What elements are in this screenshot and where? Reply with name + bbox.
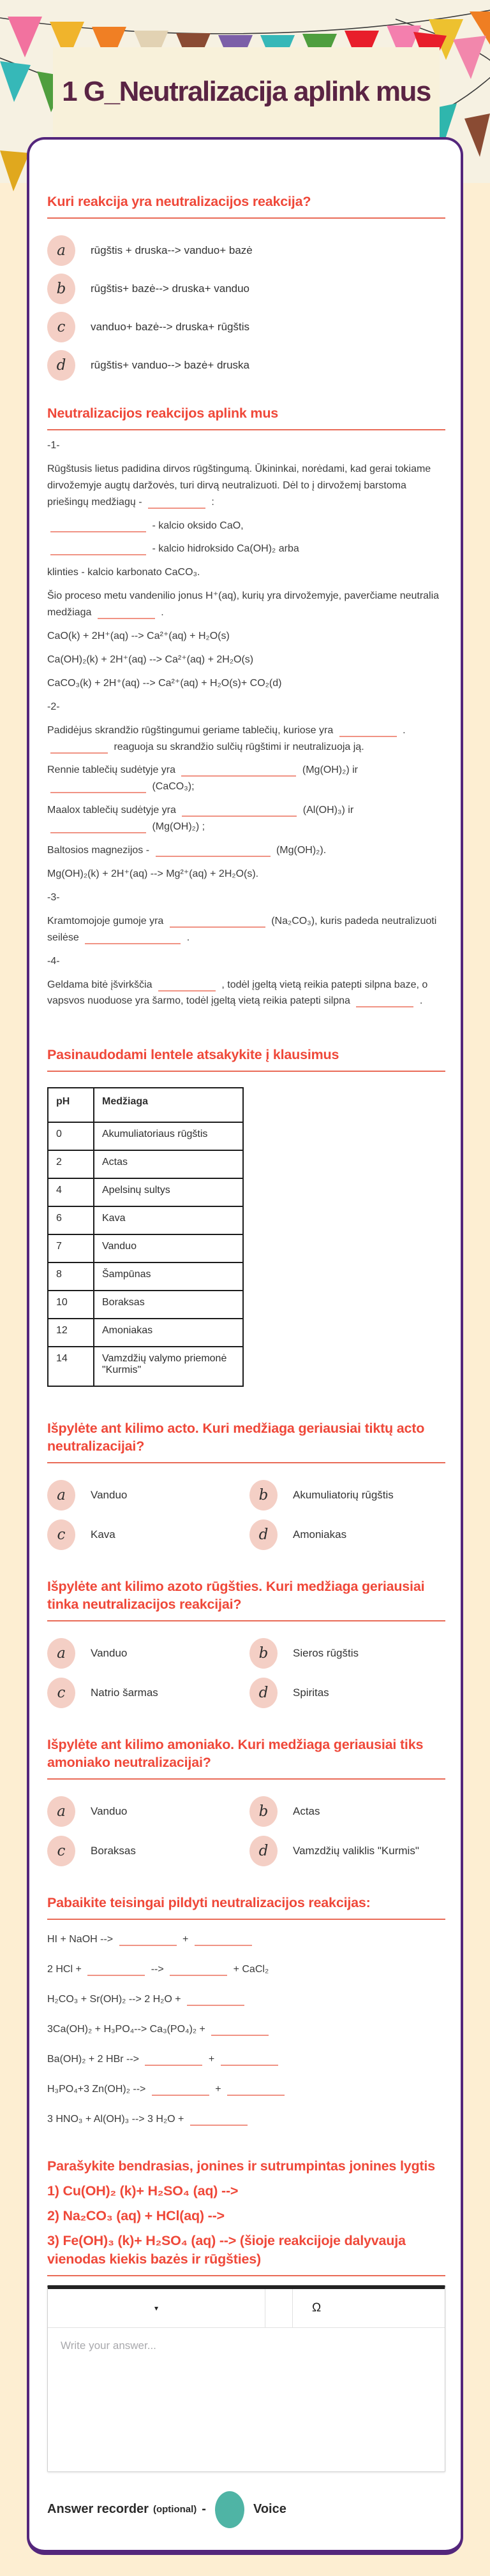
- paragraph: Kramtomojoje gumoje yra (Na₂CO₃), kuris padeda neutralizuoti seilėse .: [47, 915, 437, 943]
- part-label: -2-: [47, 701, 60, 712]
- column-header-medziaga: Medžiaga: [94, 1088, 243, 1122]
- ph-table: [47, 1087, 244, 1387]
- answer-blank[interactable]: [356, 996, 413, 1008]
- question-3-options: [47, 1638, 445, 1708]
- fill-equations-block: [47, 1894, 445, 2130]
- voice-label: Voice: [253, 2502, 286, 2517]
- chem-equation-with-blanks: H₂CO₃ + Sr(OH)₂ --> 2 H₂O +: [47, 1989, 445, 2010]
- table-header-row: [48, 1088, 243, 1122]
- chem-equation-with-blanks: HI + NaOH --> +: [47, 1929, 445, 1950]
- substance-cell: Apelsinų sultys: [94, 1178, 243, 1206]
- answer-blank[interactable]: [50, 544, 146, 556]
- question-2-options: [47, 1480, 445, 1550]
- answer-option[interactable]: [47, 1796, 243, 1827]
- ph-value-cell: 6: [48, 1206, 94, 1234]
- answer-option[interactable]: [249, 1836, 445, 1866]
- option-label: Boraksas: [91, 1844, 136, 1857]
- chevron-down-icon: ▾: [154, 2303, 159, 2313]
- option-letter-badge: b: [249, 1480, 278, 1511]
- answer-option[interactable]: [47, 235, 445, 266]
- answer-blank[interactable]: [195, 1934, 252, 1946]
- answer-option[interactable]: [249, 1796, 445, 1827]
- substance-cell: Akumuliatoriaus rūgštis: [94, 1122, 243, 1150]
- paragraph: Geldama bitė įšvirkščia , todėl įgeltą vietą reikia patepti silpna baze, o vapsvos nuoduose yra šarmo, todėl įgeltą vietą reikia patepti silpna .: [47, 979, 428, 1007]
- ph-value-cell: 12: [48, 1319, 94, 1347]
- heading-underline: [47, 1071, 445, 1072]
- table-row: [48, 1291, 243, 1319]
- chem-equation: Mg(OH)₂(k) + 2H⁺(aq) --> Mg²⁺(aq) + 2H₂O(s).: [47, 868, 259, 879]
- option-label: Actas: [293, 1804, 320, 1817]
- answer-option[interactable]: [47, 1480, 243, 1511]
- paragraph: Padidėjus skrandžio rūgštingumui geriame tablečių, kuriose yra . reaguoja su skrandžio sulčių rūgštimi ir neutralizuoja ją.: [47, 724, 406, 752]
- substance-cell: Boraksas: [94, 1291, 243, 1319]
- table-heading: Pasinaudodami lentele atsakykite į klausimus: [47, 1047, 339, 1063]
- answer-blank[interactable]: [152, 2084, 209, 2096]
- option-label: Natrio šarmas: [91, 1687, 158, 1699]
- page-title: 1 G_Neutralizacija aplink mus: [62, 76, 431, 108]
- answer-blank[interactable]: [50, 742, 108, 754]
- option-letter-badge: c: [47, 312, 75, 342]
- chem-equation-with-blanks: H₃PO₄+3 Zn(OH)₂ --> +: [47, 2079, 445, 2100]
- answer-option[interactable]: [47, 274, 445, 304]
- table-row: [48, 1347, 243, 1386]
- option-letter-badge: c: [47, 1678, 75, 1708]
- answer-blank[interactable]: [119, 1934, 177, 1946]
- option-letter-badge: a: [47, 235, 75, 266]
- part-label: -3-: [47, 891, 60, 903]
- answer-input[interactable]: [48, 2328, 445, 2471]
- option-letter-badge: b: [249, 1638, 278, 1669]
- question-3-block: [47, 1578, 445, 1708]
- answer-blank[interactable]: [187, 1994, 244, 2006]
- toolbar-spacer: [265, 2289, 292, 2327]
- heading-underline: [47, 2275, 445, 2276]
- answer-recorder-row: [47, 2491, 445, 2528]
- worksheet-card: [27, 137, 463, 2555]
- answer-blank[interactable]: [156, 845, 271, 857]
- red-equation-3: 3) Fe(OH)₃ (k)+ H₂SO₄ (aq) --> (šioje reakcijoje dalyvauja vienodas kiekis bazės ir rūgšties): [47, 2232, 406, 2267]
- text-line: klinties - kalcio karbonato CaCO₃.: [47, 567, 200, 578]
- ph-value-cell: 7: [48, 1234, 94, 1262]
- option-label: Vanduo: [91, 1489, 128, 1502]
- question-3-heading: Išpylėte ant kilimo azoto rūgšties. Kuri medžiaga geriausiai tinka neutralizacijos reakcijai?: [47, 1579, 425, 1613]
- substance-cell: Amoniakas: [94, 1319, 243, 1347]
- substance-cell: Vamzdžių valymo priemonė "Kurmis": [94, 1347, 243, 1386]
- question-4-heading: Išpylėte ant kilimo amoniako. Kuri medžiaga geriausiai tiks amoniako neutralizacijai?: [47, 1737, 424, 1770]
- recorder-optional-label: (optional): [152, 2504, 197, 2515]
- table-row: [48, 1319, 243, 1347]
- option-letter-badge: a: [47, 1638, 75, 1669]
- chem-equation-with-blanks: 3 HNO₃ + Al(OH)₃ --> 3 H₂O +: [47, 2109, 445, 2130]
- option-label: Amoniakas: [293, 1528, 347, 1541]
- ph-value-cell: 2: [48, 1150, 94, 1178]
- option-letter-badge: c: [47, 1519, 75, 1550]
- chem-equation-with-blanks: 2 HCl + --> + CaCl₂: [47, 1963, 269, 1975]
- answer-blank[interactable]: [221, 2054, 278, 2066]
- substance-cell: Šampūnas: [94, 1262, 243, 1291]
- option-label: Vamzdžių valiklis "Kurmis": [293, 1844, 419, 1857]
- column-header-ph: pH: [48, 1088, 94, 1122]
- option-label: Akumuliatorių rūgštis: [293, 1489, 394, 1502]
- fill-line: - kalcio oksido CaO,: [47, 518, 445, 534]
- part-label: -4-: [47, 955, 60, 967]
- option-letter-badge: b: [249, 1796, 278, 1827]
- red-equation-2: 2) Na₂CO₃ (aq) + HCl(aq) -->: [47, 2207, 225, 2223]
- answer-blank[interactable]: [50, 520, 146, 532]
- reading-section: [47, 405, 445, 1009]
- question-2-block: [47, 1420, 445, 1550]
- answer-blank[interactable]: [227, 2084, 285, 2096]
- answer-option[interactable]: [249, 1480, 445, 1511]
- heading-underline: [47, 429, 445, 430]
- option-label: Sieros rūgštis: [293, 1647, 359, 1660]
- option-label: rūgštis+ vanduo--> bazė+ druska: [91, 358, 250, 371]
- option-label: vanduo+ bazė--> druska+ rūgštis: [91, 320, 250, 333]
- fill-line: Rennie tablečių sudėtyje yra (Mg(OH)₂) ir (CaCO₃);: [47, 765, 358, 793]
- recorder-dash: -: [202, 2502, 206, 2517]
- option-letter-badge: d: [249, 1519, 278, 1550]
- answer-blank[interactable]: [158, 979, 216, 992]
- option-letter-badge: a: [47, 1480, 75, 1511]
- ph-value-cell: 14: [48, 1347, 94, 1386]
- answer-option[interactable]: [47, 1836, 243, 1866]
- table-row: [48, 1150, 243, 1178]
- answer-option[interactable]: [249, 1678, 445, 1708]
- table-row: [48, 1122, 243, 1150]
- chem-equation: Ca(OH)₂(k) + 2H⁺(aq) --> Ca²⁺(aq) + 2H₂O(s): [47, 654, 254, 665]
- answer-blank[interactable]: [85, 932, 181, 944]
- heading-underline: [47, 1778, 445, 1780]
- option-label: rūgštis + druska--> vanduo+ bazė: [91, 244, 253, 256]
- write-heading: Parašykite bendrasias, jonines ir sutrumpintas jonines lygtis: [47, 2158, 435, 2174]
- answer-option[interactable]: [47, 1678, 243, 1708]
- fill-equations-heading: Pabaikite teisingai pildyti neutralizacijos reakcijas:: [47, 1894, 371, 1910]
- option-label: rūgštis+ bazė--> druska+ vanduo: [91, 282, 250, 295]
- chem-equation: CaO(k) + 2H⁺(aq) --> Ca²⁺(aq) + H₂O(s): [47, 631, 230, 642]
- option-label: Vanduo: [91, 1647, 128, 1660]
- heading-underline: [47, 217, 445, 219]
- option-letter-badge: d: [249, 1678, 278, 1708]
- option-letter-badge: c: [47, 1836, 75, 1866]
- ph-value-cell: 8: [48, 1262, 94, 1291]
- question-1-block: [47, 193, 445, 381]
- answer-option[interactable]: [47, 1519, 243, 1550]
- ph-value-cell: 4: [48, 1178, 94, 1206]
- option-letter-badge: a: [47, 1796, 75, 1827]
- option-letter-badge: d: [249, 1836, 278, 1866]
- reading-heading: Neutralizacijos reakcijos aplink mus: [47, 405, 279, 421]
- heading-underline: [47, 1919, 445, 1920]
- answer-blank[interactable]: [50, 782, 146, 794]
- option-letter-badge: d: [47, 350, 75, 381]
- question-1-options: [47, 235, 445, 381]
- toolbar-right: [293, 2289, 445, 2327]
- answer-blank[interactable]: [170, 1964, 227, 1976]
- answer-blank[interactable]: [170, 916, 265, 928]
- question-4-options: [47, 1796, 445, 1866]
- question-4-block: [47, 1736, 445, 1866]
- fill-line: Maalox tablečių sudėtyje yra (Al(OH)₃) ir (Mg(OH)₂) ;: [47, 805, 354, 833]
- fill-line: - kalcio hidroksido Ca(OH)₂ arba: [47, 541, 445, 557]
- option-label: Spiritas: [293, 1687, 329, 1699]
- fill-equations-list: [47, 1929, 445, 2130]
- heading-underline: [47, 1620, 445, 1621]
- substance-cell: Kava: [94, 1206, 243, 1234]
- table-row: [48, 1206, 243, 1234]
- paragraph: Rūgštusis lietus padidina dirvos rūgštingumą. Ūkininkai, norėdami, kad gerai tokiame dirvožemyje augtų daržovės, turi dirvą neutralizuoti. Dėl to į dirvožemį barstoma priešingų medžiagų - :: [47, 463, 431, 508]
- format-dropdown[interactable]: [48, 2289, 265, 2327]
- ph-value-cell: 10: [48, 1291, 94, 1319]
- part-label: -1-: [47, 439, 60, 451]
- paragraph: Šio proceso metu vandenilio jonus H⁺(aq), kurių yra dirvožemyje, paverčiame neutralia medžiaga .: [47, 590, 440, 618]
- table-row: [48, 1178, 243, 1206]
- option-letter-badge: b: [47, 274, 75, 304]
- answer-option[interactable]: [249, 1638, 445, 1669]
- answer-blank[interactable]: [145, 2054, 202, 2066]
- answer-option[interactable]: [249, 1519, 445, 1550]
- substance-cell: Actas: [94, 1150, 243, 1178]
- table-row: [48, 1234, 243, 1262]
- answer-option[interactable]: [47, 1638, 243, 1669]
- question-1-heading: Kuri reakcija yra neutralizacijos reakcija?: [47, 194, 311, 209]
- chem-equation-with-blanks: 3Ca(OH)₂ + H₃PO₄--> Ca₃(PO₄)₂ +: [47, 2019, 445, 2040]
- answer-blank[interactable]: [181, 765, 296, 777]
- write-answer-block: [47, 2158, 445, 2528]
- option-label: Vanduo: [91, 1804, 128, 1817]
- substance-cell: Vanduo: [94, 1234, 243, 1262]
- option-label: Kava: [91, 1528, 115, 1541]
- fill-line: Baltosios magnezijos - (Mg(OH)₂).: [47, 845, 327, 856]
- answer-blank[interactable]: [339, 725, 397, 737]
- ph-table-section: [47, 1046, 445, 1387]
- question-2-heading: Išpylėte ant kilimo acto. Kuri medžiaga geriausiai tiktų acto neutralizacijai?: [47, 1421, 425, 1454]
- table-row: [48, 1262, 243, 1291]
- answer-blank[interactable]: [50, 821, 146, 833]
- answer-blank[interactable]: [211, 2024, 269, 2036]
- heading-underline: [47, 1462, 445, 1463]
- ph-value-cell: 0: [48, 1122, 94, 1150]
- answer-blank[interactable]: [87, 1964, 145, 1976]
- answer-option[interactable]: [47, 350, 445, 381]
- red-equation-1: 1) Cu(OH)₂ (k)+ H₂SO₄ (aq) -->: [47, 2183, 239, 2199]
- recorder-label: Answer recorder: [47, 2502, 149, 2517]
- voice-record-button[interactable]: [215, 2491, 244, 2528]
- answer-blank[interactable]: [98, 607, 155, 619]
- title-banner: [53, 47, 440, 137]
- answer-editor: [47, 2285, 445, 2472]
- chem-equation-with-blanks: Ba(OH)₂ + 2 HBr --> +: [47, 2049, 445, 2070]
- chem-equation: CaCO₃(k) + 2H⁺(aq) --> Ca²⁺(aq) + H₂O(s)+ CO₂(d): [47, 677, 282, 689]
- answer-blank[interactable]: [190, 2114, 248, 2126]
- answer-blank[interactable]: [148, 497, 205, 509]
- omega-symbol-button[interactable]: Ω: [307, 2299, 326, 2318]
- answer-blank[interactable]: [182, 805, 297, 817]
- editor-toolbar: [48, 2289, 445, 2328]
- answer-option[interactable]: [47, 312, 445, 342]
